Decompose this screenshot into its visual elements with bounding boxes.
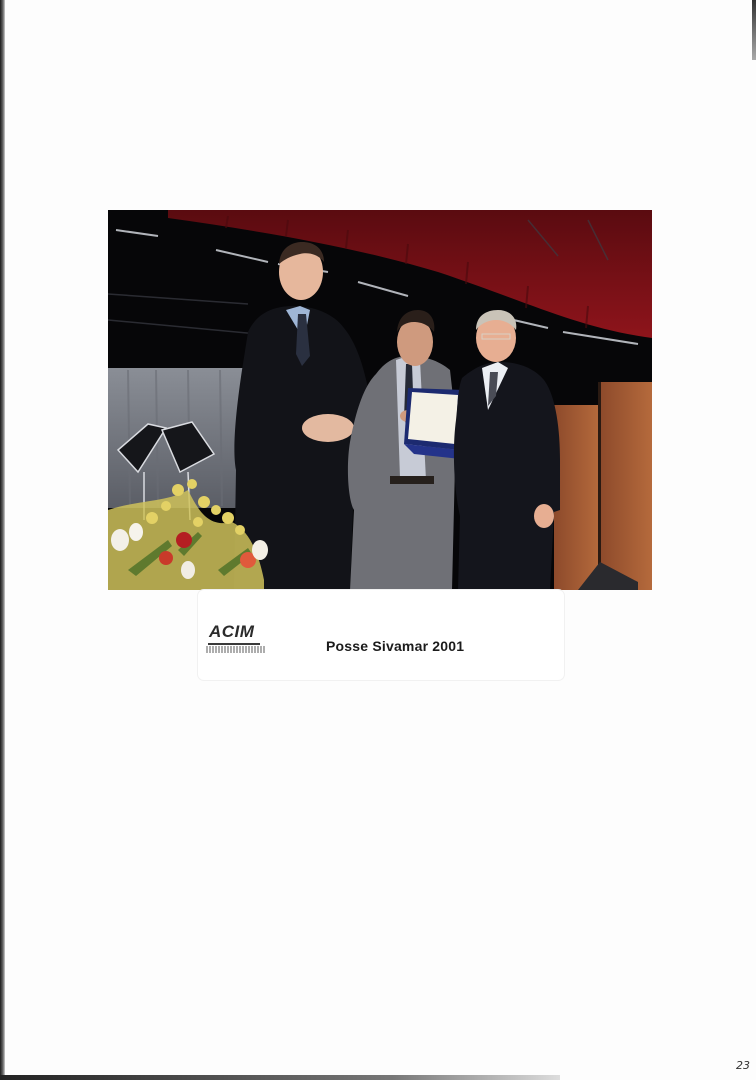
- scan-edge-right: [752, 0, 756, 60]
- wood-panel-right: [600, 382, 652, 590]
- photo-caption: Posse Sivamar 2001: [326, 638, 465, 654]
- acim-logo-text: ACIM: [209, 622, 255, 641]
- wood-panel-left: [554, 405, 600, 590]
- scan-edge-left: [0, 0, 5, 1080]
- acim-logo: [206, 620, 266, 654]
- ceremony-photo: [108, 210, 652, 590]
- caption-card: [198, 590, 564, 680]
- logo-subtitle-graphic: [206, 646, 266, 653]
- logo-underline: [208, 643, 260, 645]
- scan-edge-bottom: [0, 1075, 560, 1080]
- page-number: 23: [736, 1059, 750, 1072]
